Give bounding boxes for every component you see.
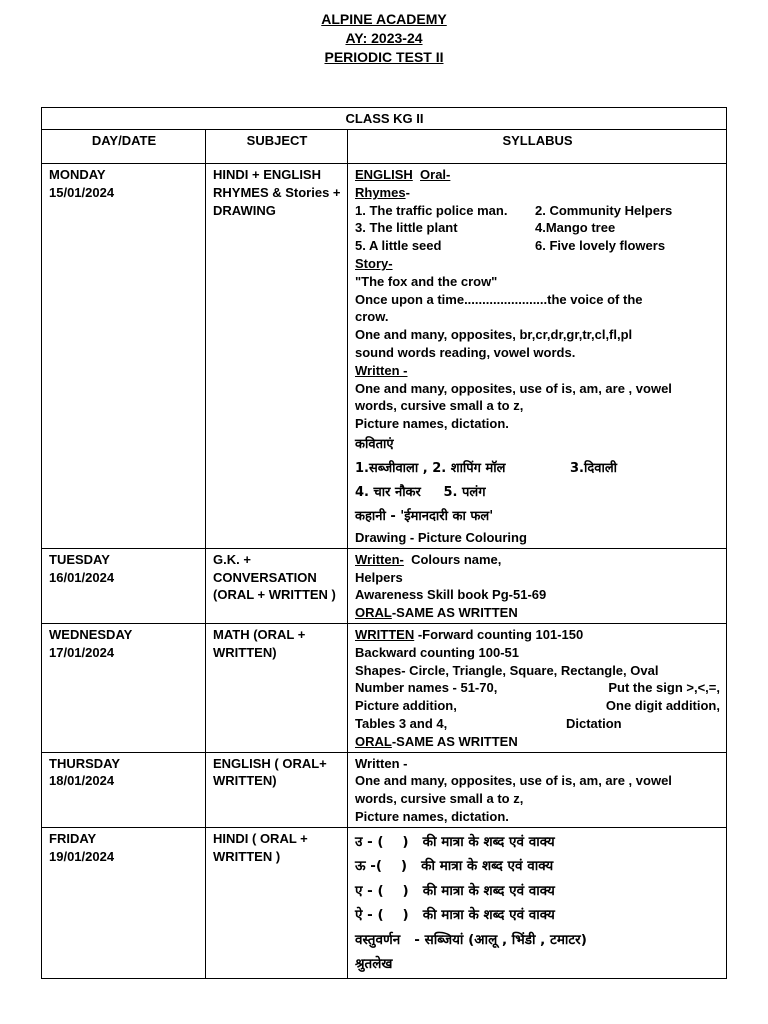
subject-line: DRAWING: [213, 202, 276, 218]
oral-label: ORAL: [355, 733, 392, 749]
syllabus-line: [355, 551, 720, 569]
syllabus-line: Picture names, dictation.: [355, 416, 509, 432]
date: 16/01/2024: [49, 569, 115, 585]
subject-cell: [206, 623, 348, 752]
table-row: [42, 827, 727, 978]
column-header-day: DAY/DATE: [42, 130, 206, 164]
syllabus-line: One and many, opposites, use of is, am, are , vowel: [355, 380, 672, 396]
subject-line: RHYMES & Stories +: [213, 184, 341, 200]
syllabus-line: words, cursive small a to z,: [355, 398, 524, 414]
story-label: Story-: [355, 255, 393, 271]
syllabus-line: Awareness Skill book Pg-51-69: [355, 587, 547, 603]
table-row: [42, 752, 727, 827]
hindi-line: श्रुतलेख: [355, 956, 393, 973]
written-text: Colours name,: [403, 551, 502, 567]
day: THURSDAY: [49, 755, 121, 771]
subject-line: HINDI ( ORAL +: [213, 830, 308, 846]
hindi-poem: 1.सब्जीवाला , 2. शापिंग मॉल: [355, 460, 506, 476]
oral-text: -SAME AS WRITTEN: [391, 733, 518, 749]
day-cell: [42, 548, 206, 623]
rhyme-item: 2. Community Helpers: [535, 202, 673, 218]
syllabus-line: [355, 604, 720, 622]
syllabus-line: [355, 715, 720, 733]
hindi-line: वस्तुवर्णन - सब्जियां (आलू , भिंडी , टमाटर): [355, 931, 587, 948]
syllabus-line: [355, 679, 720, 697]
hindi-poems-label: कविताएं: [355, 436, 394, 452]
syllabus-cell: [348, 623, 727, 752]
table-header-row: [42, 130, 727, 164]
date: 15/01/2024: [49, 184, 115, 200]
test-title: PERIODIC TEST II: [324, 49, 444, 65]
subject-cell: [206, 164, 348, 549]
hindi-story: कहानी - 'ईमानदारी का फल': [355, 508, 494, 524]
subject-line: MATH (ORAL +: [213, 626, 306, 642]
hindi-line: ऐ - ( ) की मात्रा के शब्द एवं वाक्य: [355, 907, 555, 924]
subject-line: WRITTEN): [213, 773, 277, 789]
date: 18/01/2024: [49, 773, 115, 789]
syllabus-line: [355, 457, 720, 481]
class-title: CLASS KG II: [42, 108, 727, 130]
subject-line: (ORAL + WRITTEN ): [213, 587, 336, 603]
hindi-line: ऊ -( ) की मात्रा के शब्द एवं वाक्य: [355, 858, 554, 875]
rhymes-suffix: -: [405, 184, 410, 200]
syllabus-line: [355, 219, 720, 237]
subject-line: HINDI + ENGLISH: [213, 167, 321, 182]
rhyme-item: 6. Five lovely flowers: [535, 238, 666, 254]
syllabus-line: One and many, opposites, br,cr,dr,gr,tr,cl,fl,pl: [355, 327, 633, 343]
date: 19/01/2024: [49, 848, 115, 864]
rhymes-label: Rhymes: [355, 184, 406, 200]
syllabus-cell: [348, 827, 727, 978]
rhyme-item: 3. The little plant: [355, 220, 458, 236]
rhyme-item: 1. The traffic police man.: [355, 202, 508, 218]
day-cell: [42, 623, 206, 752]
syllabus-cell: [348, 752, 727, 827]
syllabus-line: [355, 237, 720, 255]
date: 17/01/2024: [49, 644, 115, 660]
hindi-line: ए - ( ) की मात्रा के शब्द एवं वाक्य: [355, 882, 555, 899]
table-row: [42, 164, 727, 549]
syllabus-item: Picture addition,: [355, 698, 457, 714]
written-label: Written-: [355, 551, 404, 567]
subject-cell: [206, 548, 348, 623]
syllabus-line: words, cursive small a to z,: [355, 791, 524, 807]
syllabus-line: sound words reading, vowel words.: [355, 344, 576, 360]
school-name: ALPINE ACADEMY: [321, 11, 447, 27]
syllabus-line: Picture names, dictation.: [355, 808, 509, 824]
hindi-poem: 3.दिवाली: [570, 460, 618, 476]
table-row: [42, 548, 727, 623]
syllabus-line: [355, 166, 720, 184]
day-cell: [42, 164, 206, 549]
syllabus-cell: [348, 548, 727, 623]
rhyme-item: 5. A little seed: [355, 238, 442, 254]
rhyme-item: 4.Mango tree: [535, 220, 616, 236]
subject-line: G.K. +: [213, 551, 251, 567]
academic-year: AY: 2023-24: [345, 30, 423, 46]
syllabus-cell: [348, 164, 727, 549]
syllabus-line: Written -: [355, 755, 408, 771]
table-row: [42, 623, 727, 752]
written-label: WRITTEN: [355, 626, 415, 642]
subject-line: ENGLISH ( ORAL+: [213, 755, 327, 771]
syllabus-item: Tables 3 and 4,: [355, 715, 448, 731]
subject-cell: [206, 752, 348, 827]
syllabus-line: Backward counting 100-51: [355, 644, 519, 660]
syllabus-item: One digit addition,: [605, 698, 720, 714]
english-label: ENGLISH: [355, 167, 413, 182]
drawing-line: Drawing - Picture Colouring: [355, 529, 527, 545]
day: MONDAY: [49, 167, 106, 182]
subject-line: CONVERSATION: [213, 569, 317, 585]
syllabus-line: Shapes- Circle, Triangle, Square, Rectangle, Oval: [355, 662, 659, 678]
story-title: "The fox and the crow": [355, 273, 498, 289]
syllabus-line: [355, 733, 720, 751]
syllabus-item: Dictation: [566, 715, 622, 731]
syllabus-line: Once upon a time.......................the voice of the: [355, 291, 643, 307]
class-title-row: [42, 108, 727, 130]
syllabus-line: One and many, opposites, use of is, am, are , vowel: [355, 773, 672, 789]
syllabus-item: Put the sign >,<,=,: [608, 680, 720, 696]
subject-line: WRITTEN): [213, 644, 277, 660]
syllabus-line: crow.: [355, 309, 389, 325]
subject-line: WRITTEN ): [213, 848, 281, 864]
day-cell: [42, 752, 206, 827]
syllabus-line: [355, 626, 720, 644]
oral-text: -SAME AS WRITTEN: [391, 605, 518, 621]
syllabus-line: [355, 202, 720, 220]
hindi-line: उ - ( ) की मात्रा के शब्द एवं वाक्य: [355, 833, 555, 850]
syllabus-line: [355, 184, 720, 202]
column-header-syllabus: SYLLABUS: [348, 130, 727, 164]
oral-label: ORAL: [355, 605, 392, 621]
day: TUESDAY: [49, 551, 110, 567]
subject-cell: [206, 827, 348, 978]
syllabus-table: [41, 107, 727, 979]
syllabus-line: Helpers: [355, 569, 403, 585]
day: WEDNESDAY: [49, 626, 133, 642]
day: FRIDAY: [49, 830, 97, 846]
hindi-poem: 4. चार नौकर 5. पलंग: [355, 484, 486, 500]
syllabus-line: [355, 697, 720, 715]
column-header-subject: SUBJECT: [206, 130, 348, 164]
day-cell: [42, 827, 206, 978]
syllabus-item: Number names - 51-70,: [355, 680, 498, 696]
written-label: Written -: [355, 362, 408, 378]
written-text: -Forward counting 101-150: [414, 626, 584, 642]
oral-label: Oral-: [420, 167, 451, 182]
document-header: [0, 10, 768, 67]
